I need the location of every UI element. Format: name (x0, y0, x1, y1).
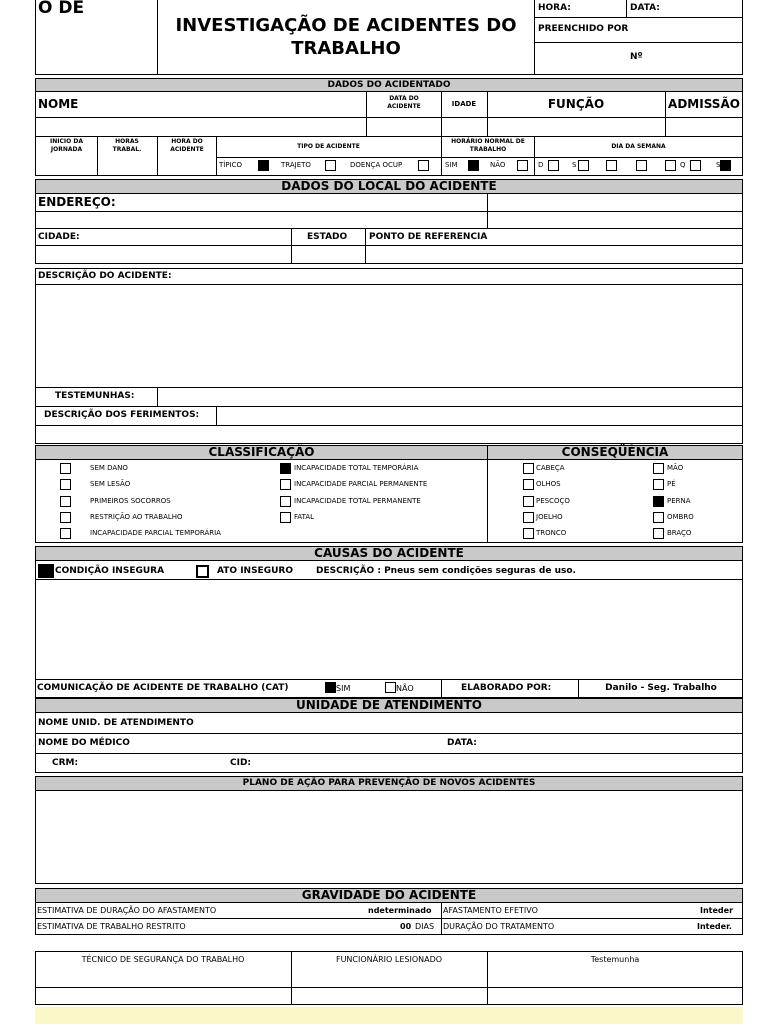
page-title (160, 14, 532, 60)
section-classificacao: CLASSIFICAÇÃO (35, 445, 488, 460)
horario-normal-label: HORÁRIO NORMAL DE TRABALHO (451, 138, 525, 153)
funcao-label: FUNÇÃO (547, 97, 605, 111)
consequencia-checkbox-checked[interactable] (653, 496, 664, 507)
footer-strip (35, 1007, 743, 1024)
horario-sim-label: SIM (445, 161, 458, 169)
estimativa-restrito-value: 00 (400, 922, 412, 931)
cid-label: CID: (230, 758, 252, 768)
causas-descricao: DESCRIÇÃO : Pneus sem condições seguras de uso. (316, 566, 576, 576)
nome-medico-label: NOME DO MÉDICO (38, 738, 130, 748)
inicio-jornada-label: INICIO DA JORNADA (50, 138, 83, 153)
classificacao-label: SEM DANO (90, 464, 128, 472)
endereco-label: ENDEREÇO: (38, 195, 116, 209)
classificacao-checkbox[interactable] (280, 512, 291, 523)
cat-nao-checkbox[interactable] (385, 682, 396, 693)
estimativa-restrito-label: ESTIMATIVA DE TRABALHO RESTRITO (37, 922, 186, 931)
dia-label: S (716, 161, 721, 169)
admissao-label: ADMISSÃO (668, 97, 740, 111)
classificacao-checkbox[interactable] (60, 496, 71, 507)
testemunhas-label: TESTEMUNHAS: (55, 391, 135, 401)
nome-label: NOME (38, 97, 79, 111)
tipo-acidente-label: TIPO DE ACIDENTE (297, 143, 360, 150)
classificacao-checkbox[interactable] (60, 463, 71, 474)
estimativa-afastamento-label: ESTIMATIVA DE DURAÇÃO DO AFASTAMENTO (37, 906, 217, 915)
ato-inseguro-checkbox[interactable] (196, 565, 209, 578)
dia-checkbox[interactable] (578, 160, 589, 171)
tipo-doenca-checkbox[interactable] (418, 160, 429, 171)
dias-label: DIAS (415, 922, 435, 931)
section-gravidade: GRAVIDADE DO ACIDENTE (35, 888, 743, 903)
condicao-insegura-label: CONDIÇÃO INSEGURA (55, 566, 165, 576)
classificacao-checkbox[interactable] (60, 528, 71, 539)
classificacao-label: PRIMEIROS SOCORROS (90, 497, 171, 505)
section-local: DADOS DO LOCAL DO ACIDENTE (35, 179, 743, 194)
duracao-tratamento-value: Inteder. (697, 922, 732, 931)
assinatura-testemunha-label: Testemunha (590, 955, 640, 964)
tipo-trajeto-label: TRAJETO (281, 161, 311, 169)
unidade-data-label: DATA: (447, 738, 477, 748)
numero-label: Nº (630, 52, 643, 62)
consequencia-label: PERNA (667, 497, 691, 505)
data-acidente-label: DATA DO ACIDENTE (387, 95, 421, 110)
classificacao-label: INCAPACIDADE PARCIAL TEMPORÁRIA (90, 529, 221, 537)
hora-acidente-label: HORA DO ACIDENTE (170, 138, 204, 153)
ferimentos-label: DESCRIÇÃO DOS FERIMENTOS: (44, 410, 200, 420)
duracao-tratamento-label: DURAÇÃO DO TRATAMENTO (443, 922, 555, 931)
classificacao-checkbox-checked[interactable] (280, 463, 291, 474)
consequencia-checkbox[interactable] (523, 528, 534, 539)
classificacao-checkbox[interactable] (60, 479, 71, 490)
dia-label: S (572, 161, 577, 169)
consequencia-checkbox[interactable] (653, 528, 664, 539)
horario-sim-checkbox[interactable] (468, 160, 479, 171)
cidade-label: CIDADE: (38, 232, 80, 242)
section-consequencia: CONSEQÜÊNCIA (487, 445, 743, 460)
condicao-insegura-checkbox[interactable] (38, 564, 54, 578)
dia-checkbox[interactable] (636, 160, 647, 171)
dia-label: D (538, 161, 544, 169)
afastamento-efetivo-value: Inteder (700, 906, 734, 915)
classificacao-label: FATAL (294, 513, 315, 521)
tipo-doenca-label: DOENÇA OCUP (350, 161, 403, 169)
hora-label: HORA: (538, 3, 571, 13)
consequencia-label: BRAÇO (667, 529, 692, 537)
page-title-line2: TRABALHO (291, 38, 401, 59)
dia-checkbox-checked[interactable] (720, 160, 731, 171)
dia-semana-label: DIA DA SEMANA (611, 143, 666, 150)
cat-sim-checkbox[interactable] (325, 682, 336, 693)
classificacao-label: INCAPACIDADE TOTAL PERMANENTE (294, 497, 421, 505)
tipo-tipico-label: TÍPICO (219, 161, 243, 169)
consequencia-label: OMBRO (667, 513, 694, 521)
horas-trabal-label: HORAS TRABAL. (112, 138, 142, 153)
assinatura-funcionario-label: FUNCIONÁRIO LESIONADO (335, 955, 443, 964)
consequencia-label: MÃO (667, 464, 684, 472)
classificacao-checkbox[interactable] (280, 496, 291, 507)
page-title-line1: INVESTIGAÇÃO DE ACIDENTES DO (175, 15, 517, 36)
section-plano: PLANO DE AÇÃO PARA PREVENÇÃO DE NOVOS ACIDENTES (35, 776, 743, 791)
classificacao-checkbox[interactable] (280, 479, 291, 490)
preenchido-label: PREENCHIDO POR (538, 24, 629, 34)
horario-nao-checkbox[interactable] (517, 160, 528, 171)
ponto-referencia-label: PONTO DE REFERENCIA (369, 232, 488, 242)
idade-label: IDADE (451, 100, 477, 108)
cat-label: COMUNICAÇÃO DE ACIDENTE DE TRABALHO (CAT) (37, 683, 289, 693)
consequencia-checkbox[interactable] (653, 463, 664, 474)
consequencia-checkbox[interactable] (523, 479, 534, 490)
ato-inseguro-label: ATO INSEGURO (217, 566, 293, 576)
consequencia-checkbox[interactable] (523, 463, 534, 474)
crm-label: CRM: (52, 758, 79, 768)
classificacao-checkbox[interactable] (60, 512, 71, 523)
descricao-acidente-label: DESCRIÇÃO DO ACIDENTE: (38, 271, 172, 281)
consequencia-checkbox[interactable] (653, 512, 664, 523)
tipo-trajeto-checkbox[interactable] (325, 160, 336, 171)
data-label: DATA: (630, 3, 660, 13)
afastamento-efetivo-label: AFASTAMENTO EFETIVO (443, 906, 538, 915)
consequencia-label: CABEÇA (536, 464, 565, 472)
consequencia-checkbox[interactable] (653, 479, 664, 490)
section-causas: CAUSAS DO ACIDENTE (35, 546, 743, 561)
consequencia-checkbox[interactable] (523, 496, 534, 507)
consequencia-label: PESCOÇO (536, 497, 570, 505)
classificacao-label: INCAPACIDADE PARCIAL PERMANENTE (294, 480, 428, 488)
consequencia-label: PÉ (667, 480, 676, 488)
dia-checkbox[interactable] (665, 160, 676, 171)
consequencia-label: OLHOS (536, 480, 561, 488)
elaborado-por-value: Danilo - Seg. Trabalho (605, 683, 717, 693)
consequencia-label: JOELHO (536, 513, 563, 521)
classificacao-label: INCAPACIDADE TOTAL TEMPORÁRIA (294, 464, 419, 472)
dia-label: Q (680, 161, 686, 169)
cat-sim-label: SIM (336, 684, 351, 693)
section-dados-acidentado: DADOS DO ACIDENTADO (35, 78, 743, 92)
cat-nao-label: NÃO (396, 684, 414, 693)
header-title-left: O DE (38, 0, 85, 18)
consequencia-checkbox[interactable] (523, 512, 534, 523)
dia-checkbox[interactable] (606, 160, 617, 171)
consequencia-label: TRONCO (536, 529, 567, 537)
dia-checkbox[interactable] (690, 160, 701, 171)
plano-textarea[interactable] (35, 790, 743, 884)
classificacao-label: SEM LESÃO (90, 480, 131, 488)
estado-label: ESTADO (307, 232, 348, 242)
nome-unidade-label: NOME UNID. DE ATENDIMENTO (38, 718, 194, 728)
classificacao-label: RESTRIÇÃO AO TRABALHO (90, 513, 183, 521)
elaborado-por-label: ELABORADO POR: (461, 683, 552, 693)
horario-nao-label: NÃO (490, 161, 506, 169)
dia-checkbox[interactable] (548, 160, 559, 171)
assinatura-tecnico-label: TÉCNICO DE SEGURANÇA DO TRABALHO (81, 955, 245, 964)
section-unidade: UNIDADE DE ATENDIMENTO (35, 698, 743, 713)
tipo-tipico-checkbox[interactable] (258, 160, 269, 171)
estimativa-afastamento-value: ndeterminado (368, 906, 432, 915)
